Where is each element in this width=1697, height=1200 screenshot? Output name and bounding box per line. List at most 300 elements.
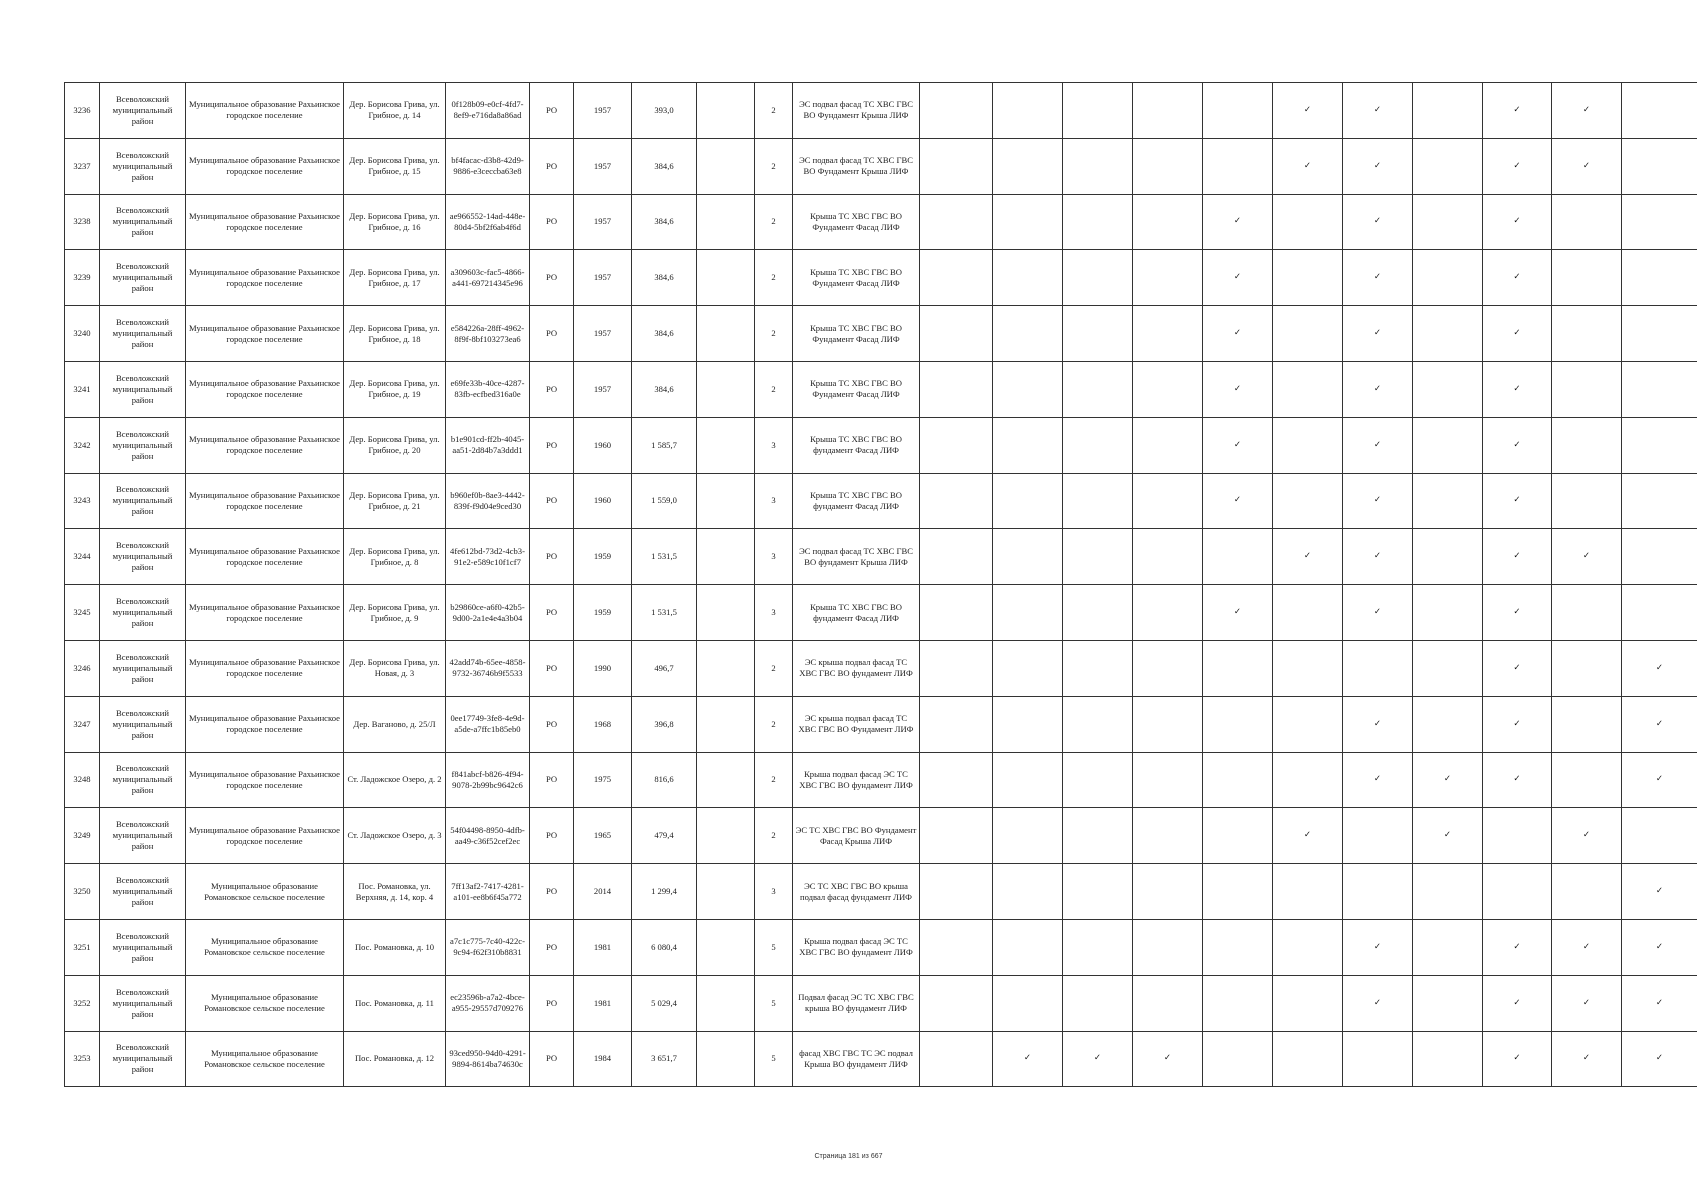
row-number: 3238 bbox=[65, 194, 100, 250]
check-cell bbox=[920, 919, 993, 975]
check-cell bbox=[993, 361, 1063, 417]
blank-cell bbox=[697, 864, 755, 920]
fund-cell: РО bbox=[530, 250, 574, 306]
check-cell bbox=[1343, 640, 1413, 696]
blank-cell bbox=[697, 306, 755, 362]
check-cell bbox=[1133, 585, 1203, 641]
area-cell: 1 531,5 bbox=[632, 529, 697, 585]
year-cell: 1965 bbox=[574, 808, 632, 864]
area-cell: 1 299,4 bbox=[632, 864, 697, 920]
check-cell bbox=[1063, 808, 1133, 864]
guid-cell: 0ee17749-3fe8-4e9d-a5de-a7ffc1b85eb0 bbox=[446, 696, 530, 752]
row-number: 3243 bbox=[65, 473, 100, 529]
check-cell bbox=[1133, 138, 1203, 194]
check-cell bbox=[1622, 194, 1697, 250]
floors-cell: 2 bbox=[755, 306, 793, 362]
check-mark-icon: ✓ bbox=[1582, 941, 1591, 952]
row-number: 3240 bbox=[65, 306, 100, 362]
table-row bbox=[65, 473, 1697, 529]
check-cell bbox=[1483, 864, 1552, 920]
check-cell bbox=[1133, 919, 1203, 975]
blank-cell bbox=[697, 808, 755, 864]
check-cell bbox=[993, 1031, 1063, 1087]
check-cell bbox=[1483, 529, 1552, 585]
check-cell bbox=[1483, 752, 1552, 808]
works-cell: Крыша ТС ХВС ГВС ВО Фундамент Фасад ЛИФ bbox=[793, 194, 920, 250]
check-cell bbox=[1343, 529, 1413, 585]
guid-cell: 93ced950-94d0-4291-9894-8614ba74630c bbox=[446, 1031, 530, 1087]
check-cell bbox=[920, 640, 993, 696]
check-mark-icon: ✓ bbox=[1233, 272, 1242, 283]
check-mark-icon: ✓ bbox=[1513, 551, 1521, 562]
address-cell: Дер. Борисова Грива, ул. Грибное, д. 9 bbox=[344, 585, 446, 641]
check-mark-icon: ✓ bbox=[1233, 495, 1242, 506]
row-number: 3252 bbox=[65, 975, 100, 1031]
municipality-cell: Муниципальное образование Рахьинское городское поселение bbox=[186, 361, 344, 417]
address-cell: Пос. Романовка, д. 10 bbox=[344, 919, 446, 975]
check-cell bbox=[1203, 585, 1273, 641]
guid-cell: 0f128b09-e0cf-4fd7-8ef9-e716da8a86ad bbox=[446, 83, 530, 139]
check-mark-icon: ✓ bbox=[1023, 1053, 1032, 1064]
check-cell bbox=[920, 306, 993, 362]
floors-cell: 2 bbox=[755, 808, 793, 864]
district-cell: Всеволожский муниципальный район bbox=[100, 138, 186, 194]
check-mark-icon: ✓ bbox=[1513, 439, 1521, 450]
check-cell bbox=[1622, 529, 1697, 585]
check-cell bbox=[993, 194, 1063, 250]
check-cell bbox=[920, 1031, 993, 1087]
check-cell bbox=[1552, 640, 1622, 696]
municipality-cell: Муниципальное образование Рахьинское городское поселение bbox=[186, 585, 344, 641]
area-cell: 384,6 bbox=[632, 361, 697, 417]
check-mark-icon: ✓ bbox=[1582, 997, 1591, 1008]
check-cell bbox=[1343, 808, 1413, 864]
works-cell: Крыша ТС ХВС ГВС ВО Фундамент Фасад ЛИФ bbox=[793, 250, 920, 306]
table-row bbox=[65, 194, 1697, 250]
check-cell bbox=[1413, 975, 1483, 1031]
works-cell: Крыша ТС ХВС ГВС ВО Фундамент Фасад ЛИФ bbox=[793, 361, 920, 417]
area-cell: 1 531,5 bbox=[632, 585, 697, 641]
check-cell bbox=[1063, 83, 1133, 139]
check-cell bbox=[1203, 864, 1273, 920]
check-cell bbox=[1413, 473, 1483, 529]
check-cell bbox=[1273, 473, 1343, 529]
check-mark-icon: ✓ bbox=[1373, 104, 1382, 115]
registry-body bbox=[65, 83, 1697, 1087]
check-cell bbox=[1622, 1031, 1697, 1087]
year-cell: 1981 bbox=[574, 919, 632, 975]
table-row bbox=[65, 585, 1697, 641]
year-cell: 1984 bbox=[574, 1031, 632, 1087]
check-cell bbox=[1622, 417, 1697, 473]
works-cell: Подвал фасад ЭС ТС ХВС ГВС крыша ВО фундамент ЛИФ bbox=[793, 975, 920, 1031]
check-mark-icon: ✓ bbox=[1655, 886, 1664, 897]
check-cell bbox=[1413, 640, 1483, 696]
blank-cell bbox=[697, 529, 755, 585]
district-cell: Всеволожский муниципальный район bbox=[100, 529, 186, 585]
blank-cell bbox=[697, 919, 755, 975]
fund-cell: РО bbox=[530, 473, 574, 529]
check-cell bbox=[1203, 1031, 1273, 1087]
check-cell bbox=[1413, 864, 1483, 920]
row-number: 3251 bbox=[65, 919, 100, 975]
check-cell bbox=[993, 250, 1063, 306]
check-mark-icon: ✓ bbox=[1373, 941, 1382, 952]
check-cell bbox=[993, 752, 1063, 808]
floors-cell: 2 bbox=[755, 250, 793, 306]
check-cell bbox=[1552, 752, 1622, 808]
check-cell bbox=[1483, 1031, 1552, 1087]
municipality-cell: Муниципальное образование Рахьинское городское поселение bbox=[186, 138, 344, 194]
check-cell bbox=[1413, 529, 1483, 585]
blank-cell bbox=[697, 417, 755, 473]
guid-cell: bf4facac-d3b8-42d9-9886-e3ceccba63e8 bbox=[446, 138, 530, 194]
check-mark-icon: ✓ bbox=[1303, 551, 1312, 562]
table-row bbox=[65, 138, 1697, 194]
year-cell: 1957 bbox=[574, 306, 632, 362]
check-cell bbox=[993, 975, 1063, 1031]
address-cell: Дер. Борисова Грива, ул. Грибное, д. 14 bbox=[344, 83, 446, 139]
check-cell bbox=[920, 250, 993, 306]
check-cell bbox=[1343, 473, 1413, 529]
check-cell bbox=[1203, 975, 1273, 1031]
check-cell bbox=[1483, 250, 1552, 306]
page-footer: Страница 181 из 667 bbox=[814, 1153, 883, 1160]
check-cell bbox=[1552, 417, 1622, 473]
check-cell bbox=[1133, 975, 1203, 1031]
check-cell bbox=[1063, 864, 1133, 920]
check-mark-icon: ✓ bbox=[1233, 607, 1242, 618]
row-number: 3236 bbox=[65, 83, 100, 139]
address-cell: Дер. Борисова Грива, ул. Грибное, д. 15 bbox=[344, 138, 446, 194]
fund-cell: РО bbox=[530, 138, 574, 194]
row-number: 3237 bbox=[65, 138, 100, 194]
check-mark-icon: ✓ bbox=[1513, 272, 1521, 283]
fund-cell: РО bbox=[530, 585, 574, 641]
check-mark-icon: ✓ bbox=[1513, 774, 1521, 785]
year-cell: 1957 bbox=[574, 250, 632, 306]
blank-cell bbox=[697, 250, 755, 306]
check-cell bbox=[1622, 585, 1697, 641]
check-mark-icon: ✓ bbox=[1373, 383, 1382, 394]
row-number: 3250 bbox=[65, 864, 100, 920]
check-cell bbox=[1063, 585, 1133, 641]
check-mark-icon: ✓ bbox=[1373, 216, 1382, 227]
fund-cell: РО bbox=[530, 529, 574, 585]
check-cell bbox=[1483, 808, 1552, 864]
check-cell bbox=[1483, 306, 1552, 362]
guid-cell: b29860ce-a6f0-42b5-9d00-2a1e4e4a3b04 bbox=[446, 585, 530, 641]
check-cell bbox=[920, 585, 993, 641]
table-row bbox=[65, 250, 1697, 306]
check-cell bbox=[1063, 640, 1133, 696]
fund-cell: РО bbox=[530, 696, 574, 752]
check-cell bbox=[1063, 194, 1133, 250]
row-number: 3239 bbox=[65, 250, 100, 306]
guid-cell: ec23596b-a7a2-4bce-a955-29557d709276 bbox=[446, 975, 530, 1031]
works-cell: фасад ХВС ГВС ТС ЭС подвал Крыша ВО фундамент ЛИФ bbox=[793, 1031, 920, 1087]
blank-cell bbox=[697, 361, 755, 417]
check-cell bbox=[993, 417, 1063, 473]
year-cell: 1959 bbox=[574, 585, 632, 641]
check-cell bbox=[1343, 864, 1413, 920]
check-mark-icon: ✓ bbox=[1443, 774, 1452, 785]
municipality-cell: Муниципальное образование Романовское сельское поселение bbox=[186, 1031, 344, 1087]
check-cell bbox=[1483, 361, 1552, 417]
works-cell: Крыша ТС ХВС ГВС ВО фундамент Фасад ЛИФ bbox=[793, 473, 920, 529]
check-mark-icon: ✓ bbox=[1373, 718, 1382, 729]
floors-cell: 2 bbox=[755, 194, 793, 250]
area-cell: 396,8 bbox=[632, 696, 697, 752]
municipality-cell: Муниципальное образование Рахьинское городское поселение bbox=[186, 306, 344, 362]
check-cell bbox=[993, 640, 1063, 696]
address-cell: Дер. Борисова Грива, ул. Грибное, д. 18 bbox=[344, 306, 446, 362]
check-mark-icon: ✓ bbox=[1373, 439, 1382, 450]
works-cell: ЭС крыша подвал фасад ТС ХВС ГВС ВО фундамент ЛИФ bbox=[793, 640, 920, 696]
check-cell bbox=[1552, 250, 1622, 306]
check-cell bbox=[993, 919, 1063, 975]
check-cell bbox=[1273, 194, 1343, 250]
table-row bbox=[65, 529, 1697, 585]
check-mark-icon: ✓ bbox=[1163, 1053, 1172, 1064]
guid-cell: b960ef0b-8ae3-4442-839f-f9d04e9ced30 bbox=[446, 473, 530, 529]
check-cell bbox=[993, 306, 1063, 362]
municipality-cell: Муниципальное образование Рахьинское городское поселение bbox=[186, 808, 344, 864]
check-cell bbox=[1343, 585, 1413, 641]
municipality-cell: Муниципальное образование Рахьинское городское поселение bbox=[186, 473, 344, 529]
table-row bbox=[65, 1031, 1697, 1087]
guid-cell: a309603c-fac5-4866-a441-697214345e96 bbox=[446, 250, 530, 306]
works-cell: ЭС ТС ХВС ГВС ВО Фундамент Фасад Крыша ЛИФ bbox=[793, 808, 920, 864]
address-cell: Дер. Борисова Грива, ул. Новая, д. 3 bbox=[344, 640, 446, 696]
municipality-cell: Муниципальное образование Рахьинское городское поселение bbox=[186, 250, 344, 306]
floors-cell: 3 bbox=[755, 864, 793, 920]
check-cell bbox=[1413, 306, 1483, 362]
year-cell: 2014 bbox=[574, 864, 632, 920]
check-cell bbox=[1413, 808, 1483, 864]
address-cell: Дер. Борисова Грива, ул. Грибное, д. 19 bbox=[344, 361, 446, 417]
address-cell: Пос. Романовка, ул. Верхняя, д. 14, кор. 4 bbox=[344, 864, 446, 920]
check-cell bbox=[1203, 361, 1273, 417]
check-cell bbox=[1552, 473, 1622, 529]
blank-cell bbox=[697, 83, 755, 139]
check-cell bbox=[1552, 529, 1622, 585]
check-cell bbox=[1203, 250, 1273, 306]
check-mark-icon: ✓ bbox=[1513, 328, 1521, 339]
check-cell bbox=[1413, 585, 1483, 641]
blank-cell bbox=[697, 194, 755, 250]
blank-cell bbox=[697, 1031, 755, 1087]
works-cell: ЭС подвал фасад ТС ХВС ГВС ВО фундамент Крыша ЛИФ bbox=[793, 529, 920, 585]
check-cell bbox=[1413, 696, 1483, 752]
check-cell bbox=[1133, 752, 1203, 808]
check-cell bbox=[920, 138, 993, 194]
check-cell bbox=[1622, 919, 1697, 975]
table-row bbox=[65, 752, 1697, 808]
check-cell bbox=[920, 529, 993, 585]
address-cell: Пос. Романовка, д. 11 bbox=[344, 975, 446, 1031]
check-cell bbox=[1343, 361, 1413, 417]
blank-cell bbox=[697, 640, 755, 696]
check-mark-icon: ✓ bbox=[1373, 272, 1382, 283]
check-cell bbox=[1273, 808, 1343, 864]
blank-cell bbox=[697, 975, 755, 1031]
check-cell bbox=[1133, 640, 1203, 696]
check-cell bbox=[1273, 640, 1343, 696]
district-cell: Всеволожский муниципальный район bbox=[100, 361, 186, 417]
floors-cell: 2 bbox=[755, 361, 793, 417]
check-cell bbox=[1273, 864, 1343, 920]
check-mark-icon: ✓ bbox=[1513, 216, 1521, 227]
table-row bbox=[65, 306, 1697, 362]
check-cell bbox=[993, 473, 1063, 529]
check-cell bbox=[1273, 138, 1343, 194]
check-mark-icon: ✓ bbox=[1513, 662, 1521, 673]
area-cell: 1 585,7 bbox=[632, 417, 697, 473]
check-cell bbox=[1203, 417, 1273, 473]
check-cell bbox=[920, 752, 993, 808]
check-cell bbox=[1273, 1031, 1343, 1087]
fund-cell: РО bbox=[530, 752, 574, 808]
check-mark-icon: ✓ bbox=[1582, 160, 1591, 171]
address-cell: Дер. Борисова Грива, ул. Грибное, д. 21 bbox=[344, 473, 446, 529]
works-cell: Крыша ТС ХВС ГВС ВО фундамент Фасад ЛИФ bbox=[793, 417, 920, 473]
check-cell bbox=[920, 864, 993, 920]
works-cell: ЭС подвал фасад ТС ХВС ГВС ВО Фундамент Крыша ЛИФ bbox=[793, 138, 920, 194]
district-cell: Всеволожский муниципальный район bbox=[100, 752, 186, 808]
check-cell bbox=[1622, 138, 1697, 194]
check-cell bbox=[1273, 361, 1343, 417]
municipality-cell: Муниципальное образование Рахьинское городское поселение bbox=[186, 640, 344, 696]
area-cell: 816,6 bbox=[632, 752, 697, 808]
district-cell: Всеволожский муниципальный район bbox=[100, 1031, 186, 1087]
floors-cell: 5 bbox=[755, 975, 793, 1031]
check-cell bbox=[1622, 473, 1697, 529]
check-cell bbox=[1063, 1031, 1133, 1087]
check-mark-icon: ✓ bbox=[1513, 941, 1521, 952]
check-cell bbox=[1483, 919, 1552, 975]
check-cell bbox=[1133, 361, 1203, 417]
check-cell bbox=[993, 808, 1063, 864]
check-mark-icon: ✓ bbox=[1513, 495, 1521, 506]
blank-cell bbox=[697, 696, 755, 752]
guid-cell: f841abcf-b826-4f94-9078-2b99bc9642c6 bbox=[446, 752, 530, 808]
municipality-cell: Муниципальное образование Рахьинское городское поселение bbox=[186, 529, 344, 585]
year-cell: 1959 bbox=[574, 529, 632, 585]
year-cell: 1981 bbox=[574, 975, 632, 1031]
check-cell bbox=[1622, 696, 1697, 752]
check-cell bbox=[1063, 138, 1133, 194]
check-cell bbox=[1133, 696, 1203, 752]
check-mark-icon: ✓ bbox=[1513, 104, 1521, 115]
floors-cell: 2 bbox=[755, 83, 793, 139]
district-cell: Всеволожский муниципальный район bbox=[100, 808, 186, 864]
check-mark-icon: ✓ bbox=[1373, 495, 1382, 506]
check-cell bbox=[1552, 138, 1622, 194]
check-cell bbox=[1622, 808, 1697, 864]
check-cell bbox=[1343, 138, 1413, 194]
check-mark-icon: ✓ bbox=[1233, 439, 1242, 450]
check-cell bbox=[1063, 473, 1133, 529]
check-mark-icon: ✓ bbox=[1655, 941, 1664, 952]
check-cell bbox=[920, 696, 993, 752]
fund-cell: РО bbox=[530, 306, 574, 362]
blank-cell bbox=[697, 752, 755, 808]
check-cell bbox=[1552, 975, 1622, 1031]
floors-cell: 2 bbox=[755, 752, 793, 808]
row-number: 3242 bbox=[65, 417, 100, 473]
check-cell bbox=[1203, 306, 1273, 362]
check-cell bbox=[1343, 1031, 1413, 1087]
check-cell bbox=[1622, 864, 1697, 920]
works-cell: Крыша ТС ХВС ГВС ВО Фундамент Фасад ЛИФ bbox=[793, 306, 920, 362]
floors-cell: 3 bbox=[755, 585, 793, 641]
guid-cell: ae966552-14ad-448e-80d4-5bf2f6ab4f6d bbox=[446, 194, 530, 250]
check-cell bbox=[1413, 250, 1483, 306]
check-mark-icon: ✓ bbox=[1582, 104, 1591, 115]
blank-cell bbox=[697, 585, 755, 641]
row-number: 3241 bbox=[65, 361, 100, 417]
check-mark-icon: ✓ bbox=[1233, 216, 1242, 227]
district-cell: Всеволожский муниципальный район bbox=[100, 250, 186, 306]
area-cell: 1 559,0 bbox=[632, 473, 697, 529]
check-cell bbox=[1063, 696, 1133, 752]
guid-cell: 4fe612bd-73d2-4cb3-91e2-e589c10f1cf7 bbox=[446, 529, 530, 585]
check-cell bbox=[1273, 696, 1343, 752]
check-cell bbox=[1552, 306, 1622, 362]
check-cell bbox=[1063, 752, 1133, 808]
district-cell: Всеволожский муниципальный район bbox=[100, 585, 186, 641]
check-cell bbox=[1273, 585, 1343, 641]
guid-cell: 7ff13af2-7417-4281-a101-ee8b6f45a772 bbox=[446, 864, 530, 920]
check-cell bbox=[1203, 83, 1273, 139]
area-cell: 384,6 bbox=[632, 306, 697, 362]
check-cell bbox=[1133, 529, 1203, 585]
check-cell bbox=[993, 585, 1063, 641]
check-mark-icon: ✓ bbox=[1443, 830, 1452, 841]
row-number: 3246 bbox=[65, 640, 100, 696]
fund-cell: РО bbox=[530, 361, 574, 417]
check-cell bbox=[1343, 306, 1413, 362]
area-cell: 496,7 bbox=[632, 640, 697, 696]
works-cell: Крыша подвал фасад ЭС ТС ХВС ГВС ВО фундамент ЛИФ bbox=[793, 752, 920, 808]
check-cell bbox=[920, 473, 993, 529]
check-cell bbox=[1552, 361, 1622, 417]
check-cell bbox=[1343, 194, 1413, 250]
check-cell bbox=[1622, 83, 1697, 139]
check-cell bbox=[1552, 919, 1622, 975]
check-mark-icon: ✓ bbox=[1233, 328, 1242, 339]
check-cell bbox=[1622, 306, 1697, 362]
year-cell: 1957 bbox=[574, 194, 632, 250]
table-row bbox=[65, 640, 1697, 696]
year-cell: 1957 bbox=[574, 138, 632, 194]
municipality-cell: Муниципальное образование Романовское сельское поселение bbox=[186, 975, 344, 1031]
district-cell: Всеволожский муниципальный район bbox=[100, 640, 186, 696]
check-cell bbox=[1063, 919, 1133, 975]
check-cell bbox=[920, 83, 993, 139]
municipality-cell: Муниципальное образование Рахьинское городское поселение bbox=[186, 417, 344, 473]
area-cell: 384,6 bbox=[632, 250, 697, 306]
blank-cell bbox=[697, 138, 755, 194]
check-cell bbox=[1483, 975, 1552, 1031]
check-cell bbox=[1273, 306, 1343, 362]
district-cell: Всеволожский муниципальный район bbox=[100, 864, 186, 920]
area-cell: 5 029,4 bbox=[632, 975, 697, 1031]
check-cell bbox=[1483, 194, 1552, 250]
works-cell: ЭС подвал фасад ТС ХВС ГВС ВО Фундамент Крыша ЛИФ bbox=[793, 83, 920, 139]
row-number: 3253 bbox=[65, 1031, 100, 1087]
